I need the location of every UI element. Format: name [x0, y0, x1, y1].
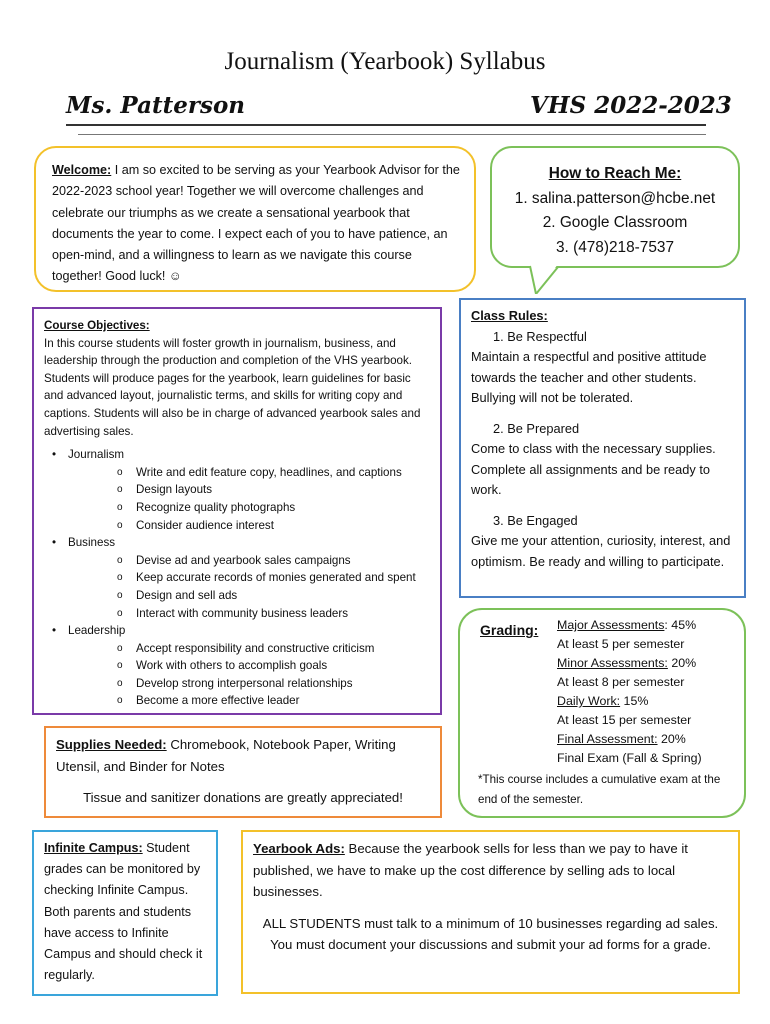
- supplies-box: [44, 726, 442, 818]
- objectives-heading: Course Objectives:: [44, 319, 150, 332]
- list-item: o Design and sell ads: [68, 587, 432, 605]
- header-divider: [66, 124, 706, 126]
- grade-line: Final Exam (Fall & Spring): [557, 751, 702, 765]
- grading-breakdown: [557, 616, 702, 768]
- welcome-box: [34, 146, 476, 292]
- list-item: o Devise ad and yearbook sales campaigns: [68, 552, 432, 570]
- supplies-heading: Supplies Needed:: [56, 737, 167, 752]
- contact-phone: 3. (478)218-7537: [555, 238, 675, 256]
- rules-heading: Class Rules:: [471, 308, 548, 323]
- objectives-intro: In this course students will foster growth in journalism, business, and leadership through the production and completion of the VHS yearbook. Students will produce pages for the yearbook, learn guidelines for basic and advanced layout, journalistic terms, and skills for writing copy and captions. Students will also be in charge of advanced yearbook sales and advertising sales.: [44, 336, 421, 438]
- rule-text: Come to class with the necessary supplies. Complete all assignments and be ready to work.: [471, 441, 716, 497]
- list-item: o Accept responsibility and constructive criticism: [68, 640, 432, 658]
- rule-title: 1. Be Respectful: [493, 328, 587, 344]
- objectives-list: [44, 446, 432, 710]
- contact-heading: How to Reach Me:: [548, 165, 682, 182]
- supplies-text: Chromebook, Notebook Paper, Writing Utensil, and Binder for Notes: [56, 737, 396, 774]
- list-item: o Interact with community business leaders: [68, 605, 432, 623]
- class-rules-box: [459, 298, 746, 598]
- list-item: o Work with others to accomplish goals: [68, 657, 432, 675]
- grade-line: Major Assessments: 45%: [557, 618, 697, 632]
- grading-box: [458, 608, 746, 818]
- rule-text: Give me your attention, curiosity, interest, and optimism. Be ready and willing to participate.: [471, 533, 731, 569]
- list-item: o Recognize quality photographs: [68, 499, 432, 517]
- ads-note: ALL STUDENTS must talk to a minimum of 10 businesses regarding ad sales. You must document your discussions and submit your ad forms for a grade.: [262, 915, 719, 953]
- school-year: VHS 2022-2023: [530, 92, 732, 119]
- yearbook-ads-box: [241, 830, 740, 994]
- list-item: o Become a more effective leader: [68, 692, 432, 710]
- grading-note: *This course includes a cumulative exam at the end of the semester.: [478, 773, 721, 806]
- welcome-heading: Welcome:: [52, 163, 112, 177]
- ads-heading: Yearbook Ads:: [253, 841, 345, 856]
- list-item: o Write and edit feature copy, headlines, and captions: [68, 464, 432, 482]
- contact-classroom: 2. Google Classroom: [542, 214, 688, 231]
- contact-box: [490, 146, 740, 268]
- campus-heading: Infinite Campus:: [44, 841, 143, 855]
- list-item: o Design layouts: [68, 481, 432, 499]
- header-divider-thin: [78, 134, 706, 135]
- contact-email: 1. salina.patterson@hcbe.net: [514, 189, 716, 207]
- teacher-name: Ms. Patterson: [66, 92, 246, 119]
- grade-line: At least 15 per semester: [557, 713, 692, 727]
- list-item: o Keep accurate records of monies generated and spent: [68, 569, 432, 587]
- grade-line: Daily Work: 15%: [557, 694, 649, 708]
- objective-group-label: Journalism: [68, 448, 125, 462]
- rule-text: Maintain a respectful and positive attitude towards the teacher and other students. Bullying will not be tolerated.: [471, 349, 707, 405]
- rule-title: 2. Be Prepared: [493, 420, 580, 436]
- objective-group-business: [44, 534, 432, 622]
- grade-line: Final Assessment: 20%: [557, 732, 686, 746]
- page-title: Journalism (Yearbook) Syllabus: [224, 48, 546, 75]
- welcome-text: I am so excited to be serving as your Yearbook Advisor for the 2022-2023 school year! Together we will overcome challenges and celebrate our triumphs as we create a sensational yearbook that documents the year to come. I expect each of you to have patience, an open-mind, and a willingness to learn as we navigate this course together! Good luck! ☺: [52, 163, 460, 284]
- grade-line: At least 8 per semester: [557, 675, 685, 689]
- objective-group-label: Leadership: [68, 624, 126, 638]
- objective-group-leadership: [44, 622, 432, 710]
- grade-line: At least 5 per semester: [557, 637, 685, 651]
- rule-title: 3. Be Engaged: [493, 512, 578, 528]
- objective-group-label: Business: [68, 536, 116, 550]
- list-item: o Consider audience interest: [68, 517, 432, 535]
- course-objectives-box: [32, 307, 442, 715]
- infinite-campus-box: [32, 830, 218, 996]
- objective-group-journalism: [44, 446, 432, 534]
- supplies-note: Tissue and sanitizer donations are greatly appreciated!: [83, 790, 403, 805]
- list-item: o Develop strong interpersonal relationships: [68, 675, 432, 693]
- campus-text: Student grades can be monitored by checking Infinite Campus. Both parents and students have access to Infinite Campus and should check it regularly.: [44, 841, 203, 983]
- grade-line: Minor Assessments: 20%: [557, 656, 697, 670]
- ads-text: Because the yearbook sells for less than we pay to have it published, we have to make up the cost difference by selling ads to local businesses.: [253, 841, 688, 900]
- grading-heading: Grading:: [480, 622, 539, 638]
- speech-bubble-tail: [528, 264, 572, 294]
